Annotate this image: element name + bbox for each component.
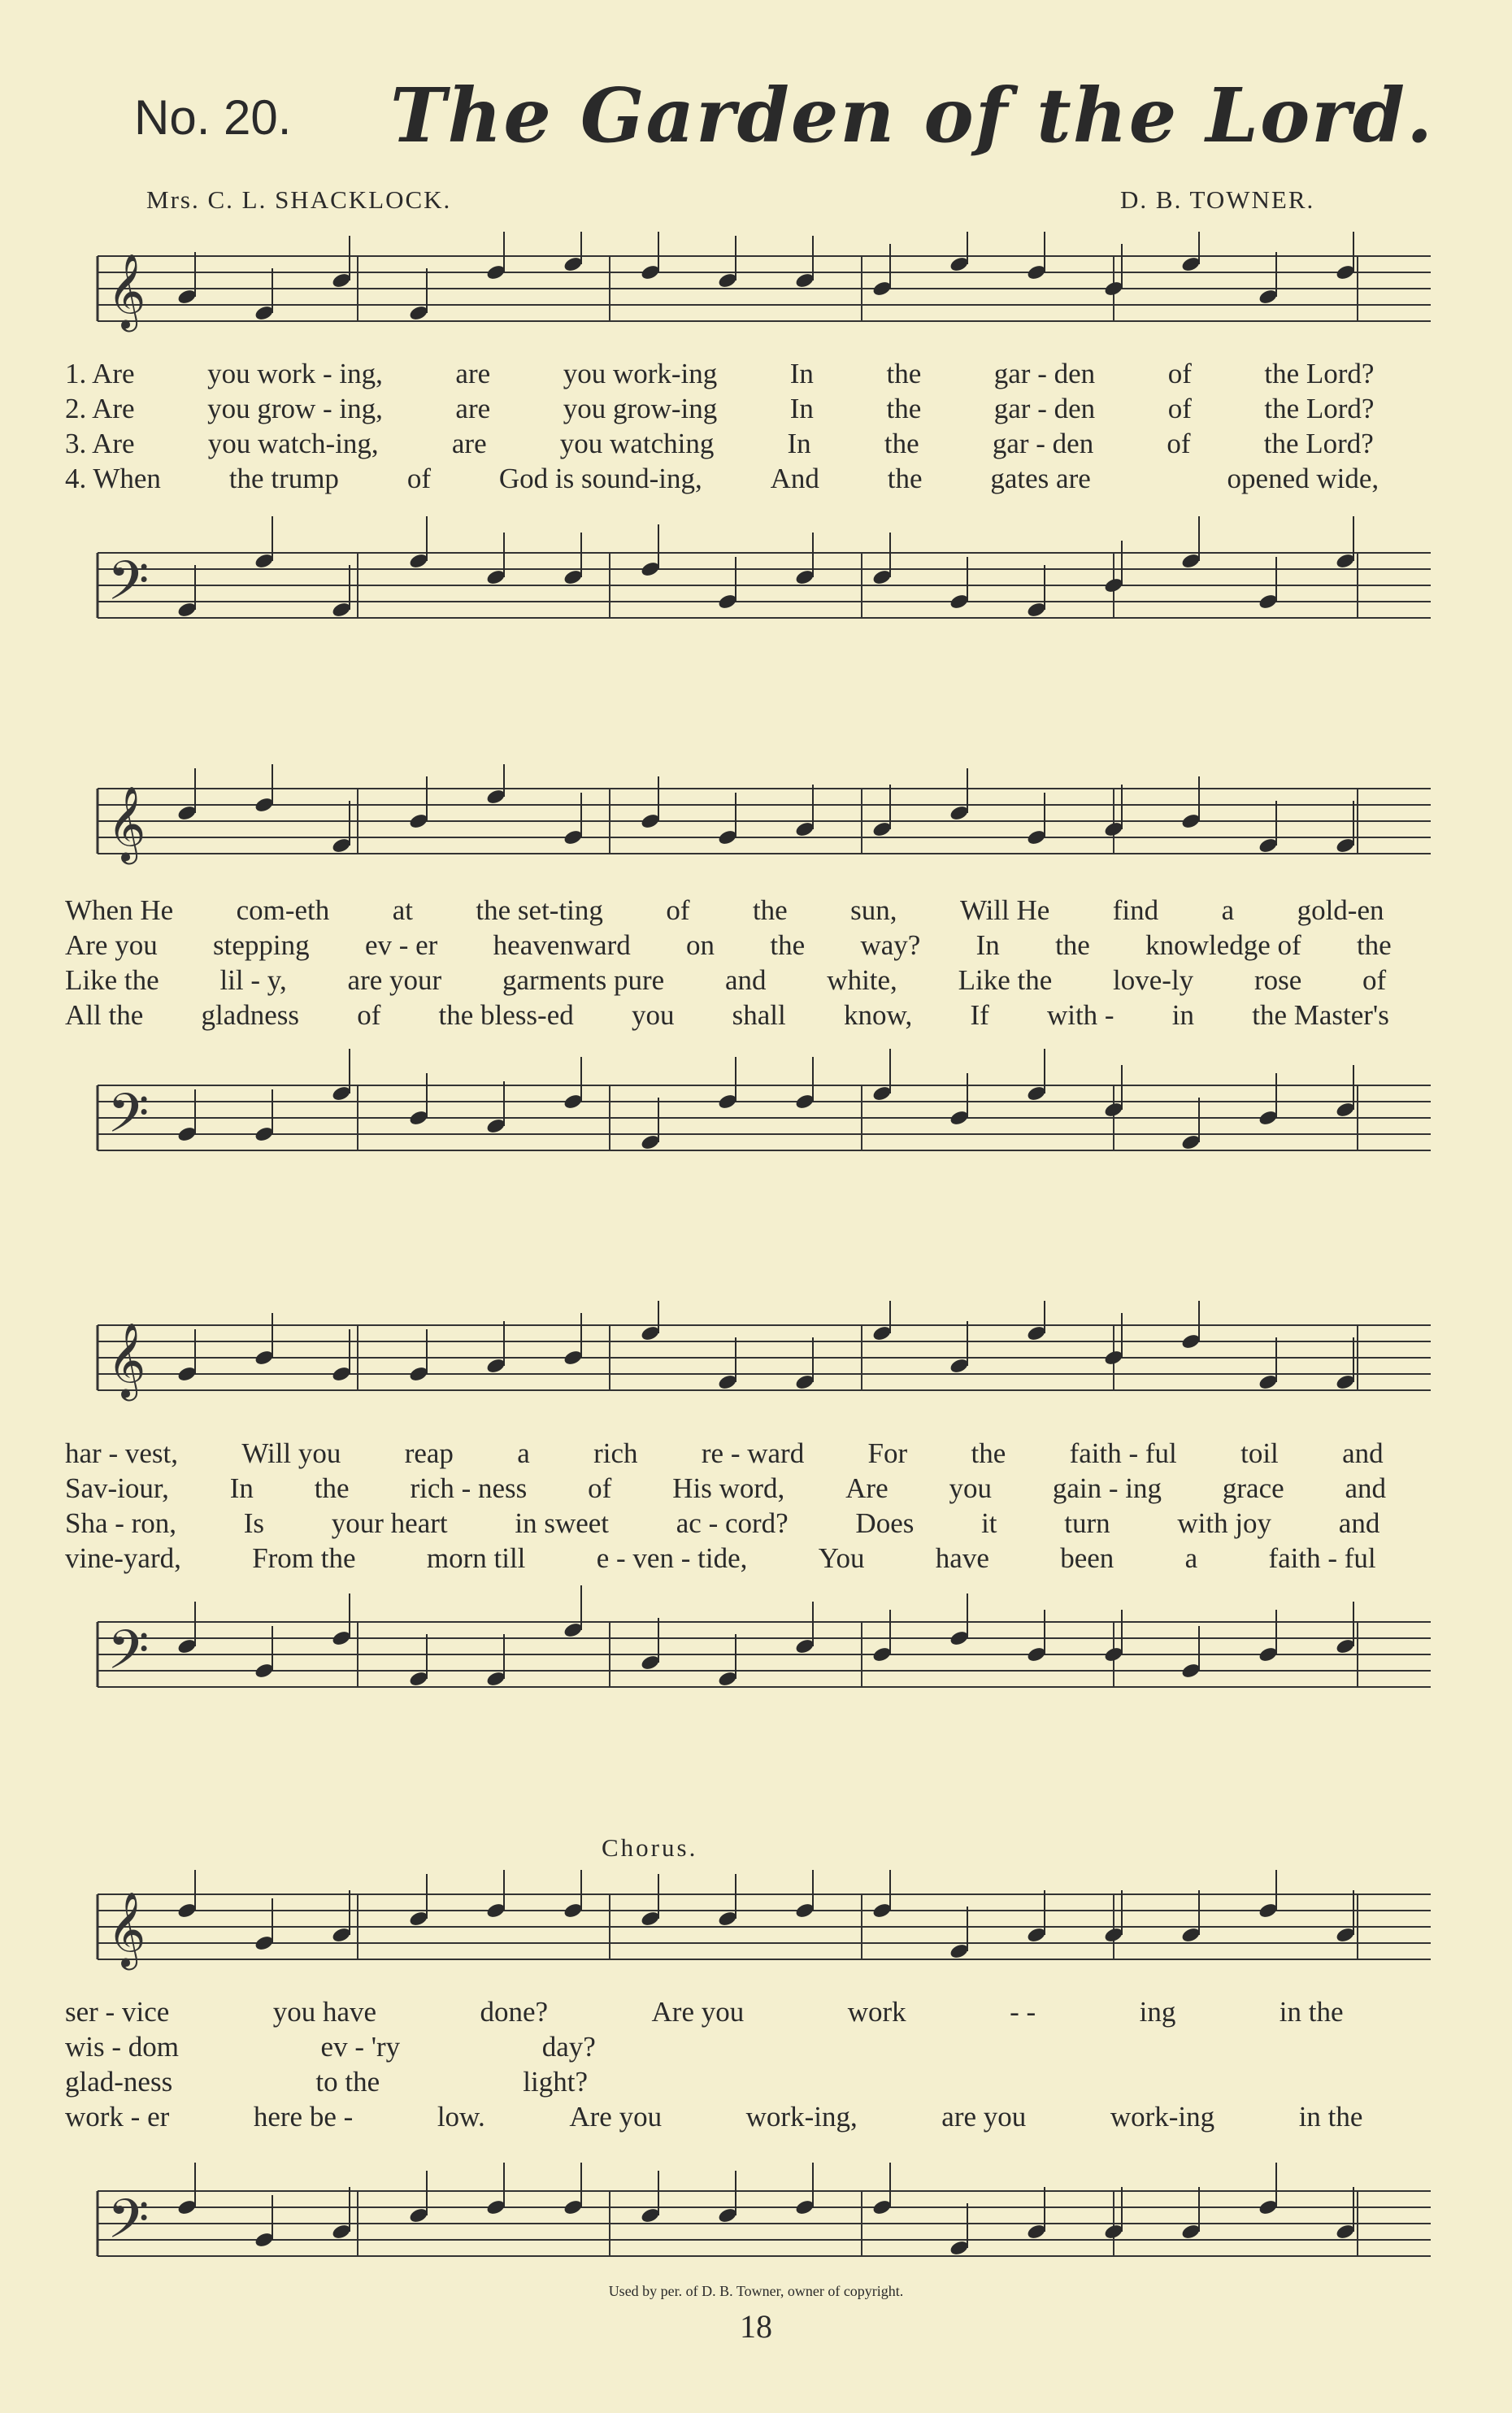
lyric-line: work - er here be - low. Are you work-ing, are you work-ing in the <box>65 2101 1363 2133</box>
clef-icon: 𝄞 <box>107 253 146 328</box>
treble-staff-1 <box>89 232 1439 346</box>
clef-icon: 𝄢 <box>107 1082 150 1158</box>
chorus-label: Chorus. <box>602 1833 698 1862</box>
lyric-line: 1. Are you work - ing, are you work-ing In the gar - den of the Lord? <box>65 358 1375 389</box>
clef-icon: 𝄞 <box>107 1891 146 1967</box>
lyric-line: glad-ness to the light? <box>65 2066 588 2098</box>
lyrics-block-4 <box>65 1996 1447 2136</box>
composer-credit: D. B. TOWNER. <box>1120 185 1315 214</box>
bass-staff-3 <box>89 1581 1439 1728</box>
lyrics-block-3 <box>65 1437 1447 1577</box>
lyricist-credit: Mrs. C. L. SHACKLOCK. <box>146 185 452 214</box>
clef-icon: 𝄞 <box>107 785 146 861</box>
lyric-line: 2. Are you grow - ing, are you grow-ing In the gar - den of the Lord? <box>65 393 1375 424</box>
lyric-line: 3. Are you watch-ing, are you watching In the gar - den of the Lord? <box>65 428 1374 459</box>
lyric-line: ser - vice you have done? Are you work - - ing in the <box>65 1996 1344 2028</box>
clef-icon: 𝄢 <box>107 2188 150 2263</box>
clef-icon: 𝄞 <box>107 1322 146 1398</box>
lyric-line: 4. When the trump of God is sound-ing, And the gates are opened wide, <box>65 463 1379 494</box>
lyric-line: har - vest, Will you reap a rich re - ward For the faith - ful toil and <box>65 1437 1384 1469</box>
bass-staff-2 <box>89 1045 1439 1191</box>
lyric-line: When He com-eth at the set-ting of the sun, Will He find a gold-en <box>65 894 1384 926</box>
lyric-line: All the gladness of the bless-ed you shall know, If with - in the Master's <box>65 999 1389 1031</box>
page-number: 18 <box>740 2308 772 2345</box>
hymn-number: No. 20. <box>134 90 292 145</box>
treble-staff-2 <box>89 764 1439 878</box>
hymn-title: The Garden of the Lord. <box>390 72 1435 159</box>
lyric-line: Sha - ron, Is your heart in sweet ac - cord? Does it turn with joy and <box>65 1507 1380 1539</box>
lyric-line: wis - dom ev - 'ry day? <box>65 2031 596 2063</box>
bass-staff-4 <box>89 2150 1439 2297</box>
lyric-line: Sav-iour, In the rich - ness of His word, Are you gain - ing grace and <box>65 1472 1387 1504</box>
clef-icon: 𝄢 <box>107 550 150 625</box>
treble-staff-4 <box>89 1870 1439 1984</box>
treble-staff-3 <box>89 1301 1439 1415</box>
lyric-line: Like the lil - y, are your garments pure and white, Like the love-ly rose of <box>65 964 1387 996</box>
lyrics-block-2 <box>65 894 1447 1034</box>
clef-icon: 𝄢 <box>107 1619 150 1694</box>
copyright-note: Used by per. of D. B. Towner, owner of copyright. <box>608 2283 904 2299</box>
lyric-line: Are you stepping ev - er heavenward on the way? In the knowledge of the <box>65 929 1392 961</box>
bass-staff-1 <box>89 512 1439 659</box>
lyrics-block-1 <box>65 358 1447 498</box>
lyric-line: vine-yard, From the morn till e - ven - tide, You have been a faith - ful <box>65 1542 1376 1574</box>
